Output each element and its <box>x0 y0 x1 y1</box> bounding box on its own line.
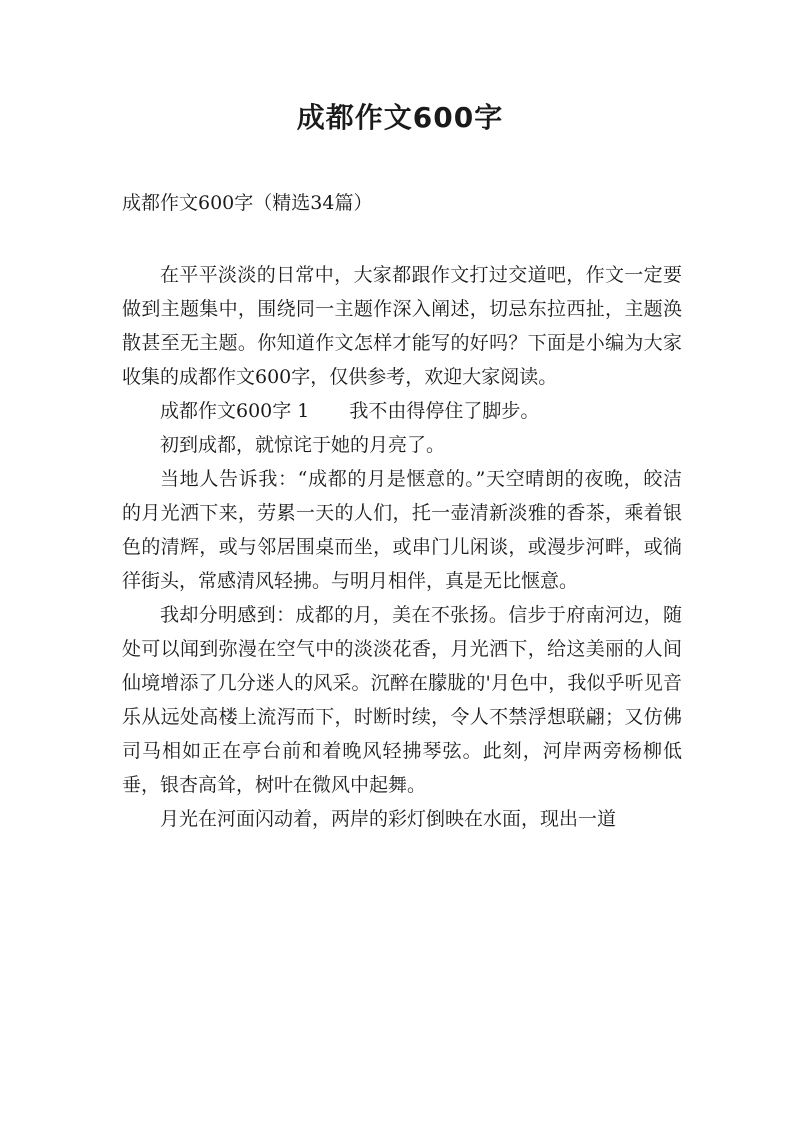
document-body <box>122 258 682 836</box>
section-line <box>122 394 682 428</box>
body-paragraph: 我却分明感到：成都的月，美在不张扬。信步于府南河边，随处可以闻到弥漫在空气中的淡淡花香，月光洒下，给这美丽的人间仙境增添了几分迷人的风采。沉醉在朦胧的'月色中，我似乎听见音乐从远处高楼上流泻而下，时断时续，令人不禁浮想联翩；又仿佛司马相如正在亭台前和着晚风轻拂琴弦。此刻，河岸两旁杨柳低垂，银杏高耸，树叶在微风中起舞。 <box>122 604 682 796</box>
body-paragraph: 月光在河面闪动着，两岸的彩灯倒映在水面，现出一道 <box>160 808 617 830</box>
document-title: 成都作文600字 <box>296 101 504 134</box>
document-subtitle: 成都作文600字（精选34篇） <box>122 192 373 214</box>
body-paragraph: 初到成都，就惊诧于她的月亮了。 <box>160 434 446 456</box>
intro-paragraph: 在平平淡淡的日常中，大家都跟作文打过交道吧，作文一定要做到主题集中，围绕同一主题作深入阐述，切忌东拉西扯，主题涣散甚至无主题。你知道作文怎样才能写的好吗？下面是小编为大家收集的成都作文600字，仅供参考，欢迎大家阅读。 <box>122 264 682 388</box>
body-paragraph: 当地人告诉我：“成都的月是惬意的。”天空晴朗的夜晚，皎洁的月光洒下来，劳累一天的人们，托一壶清新淡雅的香茶，乘着银色的清辉，或与邻居围桌而坐，或串门儿闲谈，或漫步河畔，或徜徉街头，常感清风轻拂。与明月相伴，真是无比惬意。 <box>122 468 682 592</box>
section-first-line: 我不由得停住了脚步。 <box>349 400 540 422</box>
section-heading: 成都作文600字 1 <box>160 400 310 422</box>
